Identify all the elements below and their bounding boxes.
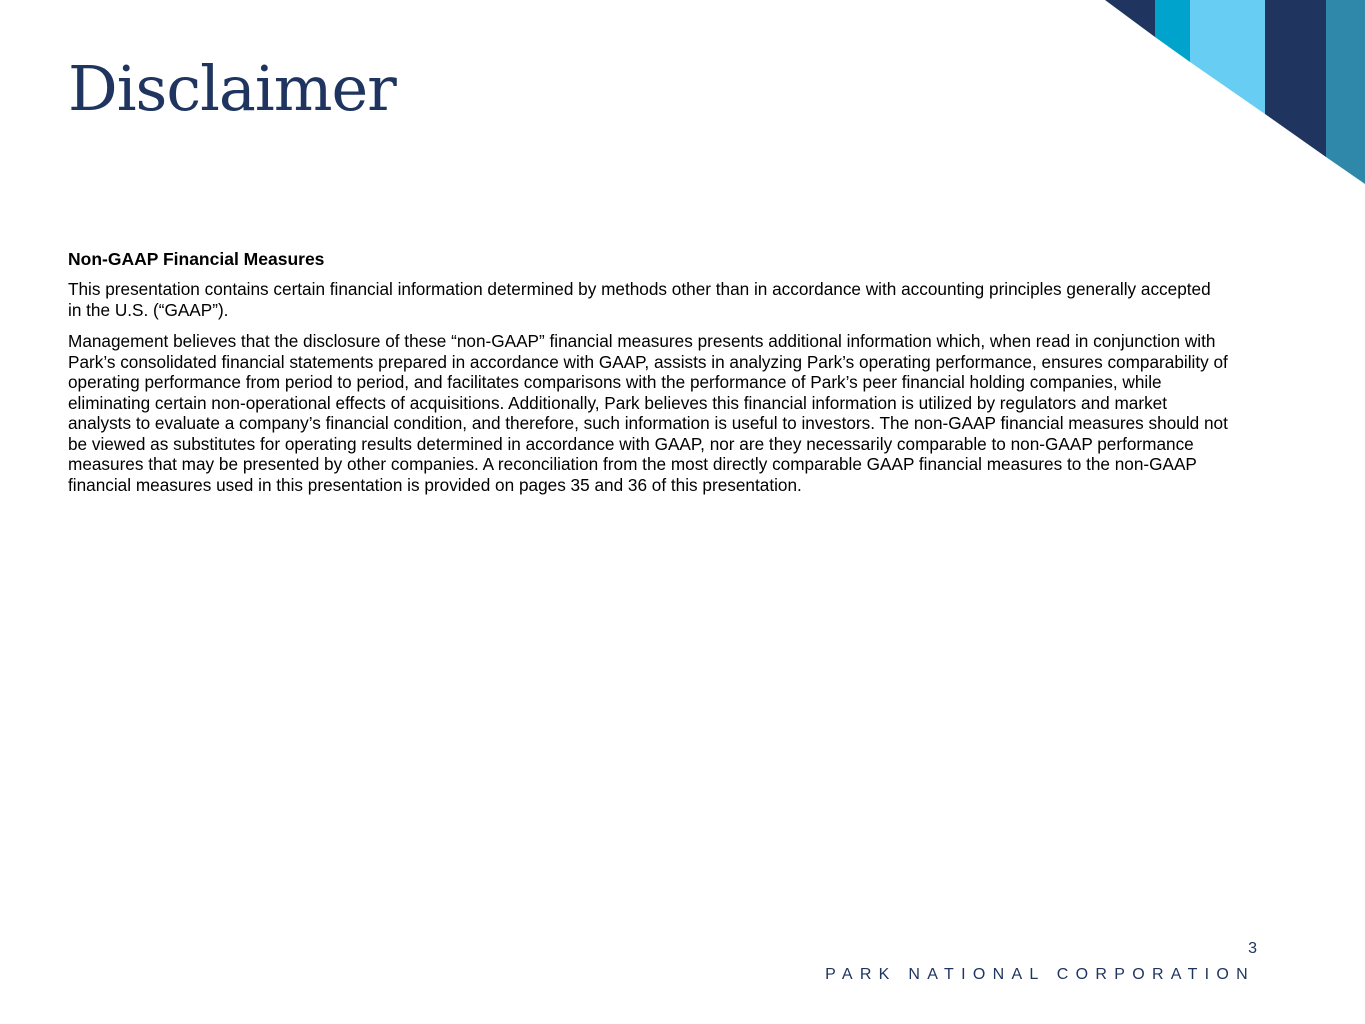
- footer-brand: PARK NATIONAL CORPORATION: [825, 966, 1255, 983]
- page-number: 3: [1248, 940, 1257, 957]
- disclaimer-body: [68, 248, 1228, 506]
- slide-title: Disclaimer: [68, 52, 396, 125]
- stripe-cyan: [1155, 0, 1190, 62]
- stripe-light-blue: [1190, 0, 1265, 114]
- stripe-navy-left: [1105, 0, 1155, 37]
- paragraph-management: Management believes that the disclosure of these “non-GAAP” financial measures presents additional information which, when read in conjunction with Park’s consolidated financial statements prepared in accordance with GAAP, assists in analyzing Park’s operating performance, ensures comparability of operating performance from period to period, and facilitates comparisons with the performance of Park’s peer financial holding companies, while eliminating certain non-operational effects of acquisitions. Additionally, Park believes this financial information is utilized by regulators and market analysts to evaluate a company’s financial condition, and therefore, such information is useful to investors. The non-GAAP financial measures should not be viewed as substitutes for operating results determined in accordance with GAAP, nor are they necessarily comparable to non-GAAP performance measures that may be presented by other companies. A reconciliation from the most directly comparable GAAP financial measures to the non-GAAP financial measures used in this presentation is provided on pages 35 and 36 of this presentation.: [68, 331, 1228, 495]
- corner-stripes-graphic: [1105, 0, 1365, 186]
- stripe-navy-right: [1265, 0, 1326, 157]
- section-heading: Non-GAAP Financial Measures: [68, 249, 325, 269]
- stripe-steel-blue: [1326, 0, 1365, 184]
- paragraph-intro: This presentation contains certain financial information determined by methods other than in accordance with accounting principles generally accepted in the U.S. (“GAAP”).: [68, 279, 1211, 320]
